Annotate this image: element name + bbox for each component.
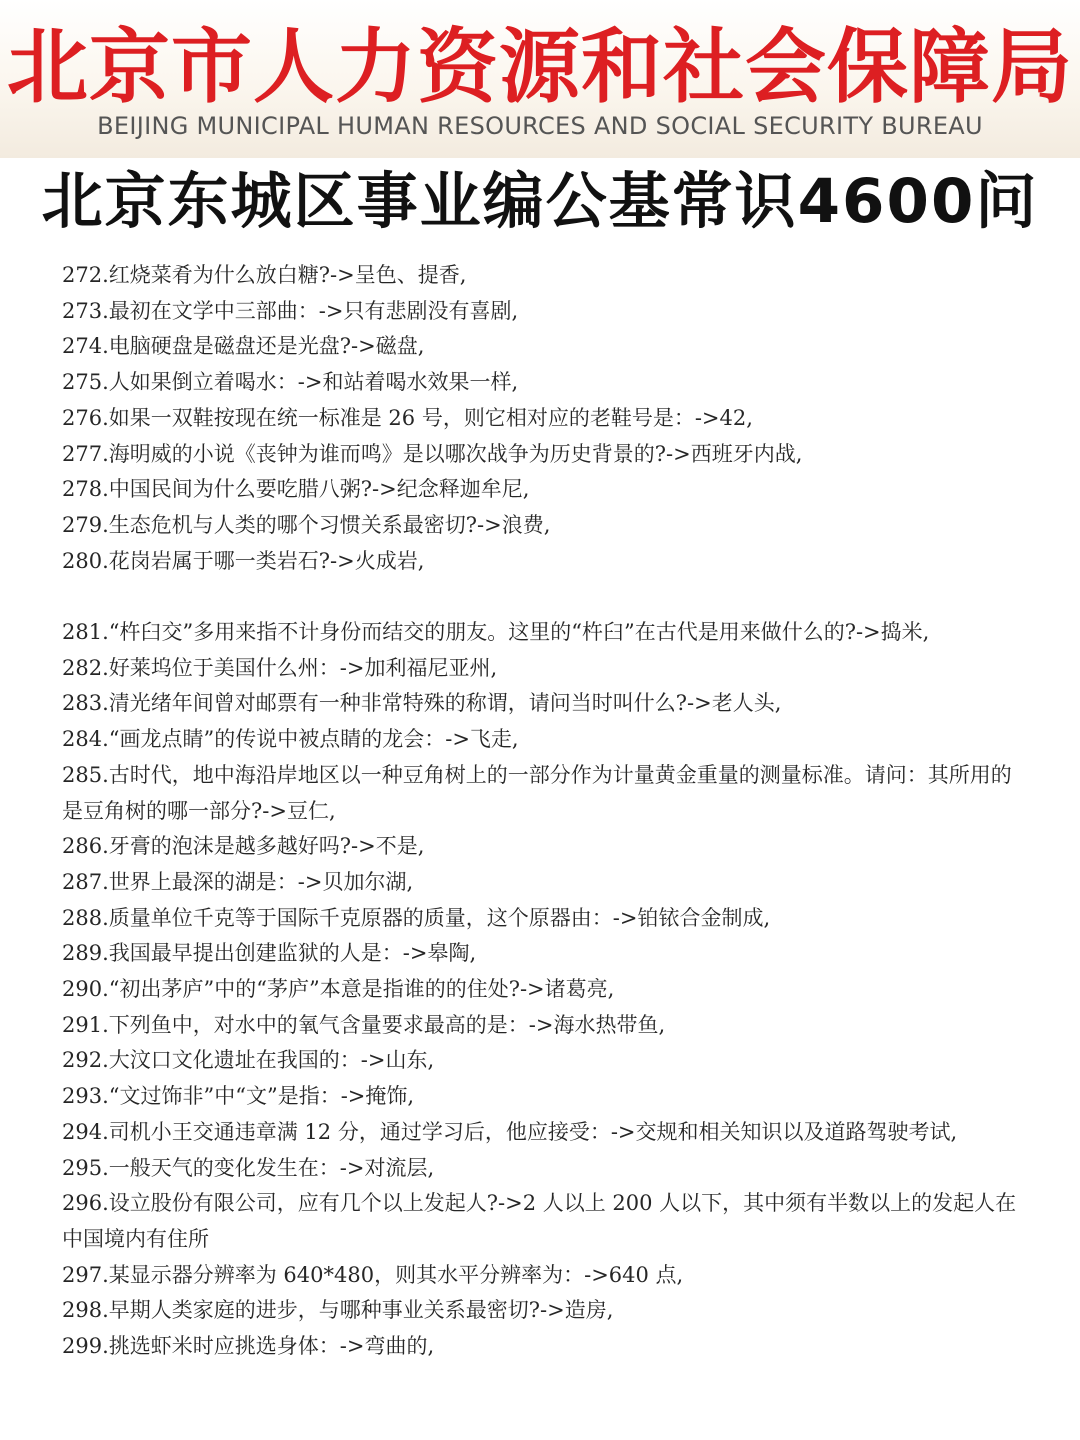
question-list (62, 258, 1022, 1365)
question-299: 299.挑选虾米时应挑选身体：->弯曲的, (62, 1334, 435, 1359)
question-298: 298.早期人类家庭的进步，与哪种事业关系最密切?->造房, (62, 1298, 614, 1323)
question-278: 278.中国民间为什么要吃腊八粥?->纪念释迦牟尼, (62, 477, 530, 502)
question-279: 279.生态危机与人类的哪个习惯关系最密切?->浪费, (62, 512, 551, 537)
question-276: 276.如果一双鞋按现在统一标准是 26 号，则它相对应的老鞋号是：->42, (62, 405, 753, 430)
question-289: 289.我国最早提出创建监狱的人是：->皋陶, (62, 941, 477, 966)
document-title: 北京东城区事业编公基常识4600问 (41, 166, 1039, 237)
question-284: 284.“画龙点睛”的传说中被点睛的龙会：->飞走, (62, 727, 519, 752)
question-272: 272.红烧菜肴为什么放白糖?->呈色、提香, (62, 263, 467, 287)
question-296: 296.设立股份有限公司，应有几个以上发起人?->2 人以上 200 人以下，其中须有半数以上的发起人在中国境内有住所 (62, 1191, 1017, 1251)
question-274: 274.电脑硬盘是磁盘还是光盘?->磁盘, (62, 334, 425, 359)
question-286: 286.牙膏的泡沫是越多越好吗?->不是, (62, 834, 425, 859)
question-292: 292.大汶口文化遗址在我国的：->山东, (62, 1048, 435, 1073)
question-287: 287.世界上最深的湖是：->贝加尔湖, (62, 869, 414, 894)
question-280: 280.花岗岩属于哪一类岩石?->火成岩, (62, 548, 425, 573)
question-273: 273.最初在文学中三部曲：->只有悲剧没有喜剧, (62, 298, 519, 323)
question-283: 283.清光绪年间曾对邮票有一种非常特殊的称谓，请问当时叫什么?->老人头, (62, 691, 782, 716)
question-281: 281.“杵臼交”多用来指不计身份而结交的朋友。这里的“杵臼”在古代是用来做什么的?->捣米, (62, 620, 930, 645)
question-294: 294.司机小王交通违章满 12 分，通过学习后，他应接受：->交规和相关知识以及道路驾驶考试, (62, 1119, 958, 1144)
question-291: 291.下列鱼中，对水中的氧气含量要求最高的是：->海水热带鱼, (62, 1012, 666, 1037)
question-285: 285.古时代，地中海沿岸地区以一种豆角树上的一部分作为计量黄金重量的测量标准。请问：其所用的是豆角树的哪一部分?->豆仁, (62, 762, 1012, 823)
question-277: 277.海明威的小说《丧钟为谁而鸣》是以哪次战争为历史背景的?->西班牙内战, (62, 441, 803, 466)
question-288: 288.质量单位千克等于国际千克原器的质量，这个原器由：->铂铱合金制成, (62, 905, 771, 930)
question-290: 290.“初出茅庐”中的“茅庐”本意是指谁的的住处?->诸葛亮, (62, 977, 615, 1002)
question-295: 295.一般天气的变化发生在：->对流层, (62, 1155, 435, 1180)
question-275: 275.人如果倒立着喝水：->和站着喝水效果一样, (62, 370, 519, 395)
question-297: 297.某显示器分辨率为 640*480，则其水平分辨率为：->640 点, (62, 1262, 684, 1287)
question-293: 293.“文过饰非”中“文”是指：->掩饰, (62, 1084, 415, 1109)
bureau-name-english: BEIJING MUNICIPAL HUMAN RESOURCES AND SOCIAL SECURITY BUREAU (97, 112, 983, 140)
bureau-name-chinese: 北京市人力资源和社会保障局 (6, 21, 1073, 115)
bureau-header (0, 0, 1080, 158)
paragraph-gap (62, 579, 1022, 615)
question-282: 282.好莱坞位于美国什么州：->加利福尼亚州, (62, 655, 498, 680)
